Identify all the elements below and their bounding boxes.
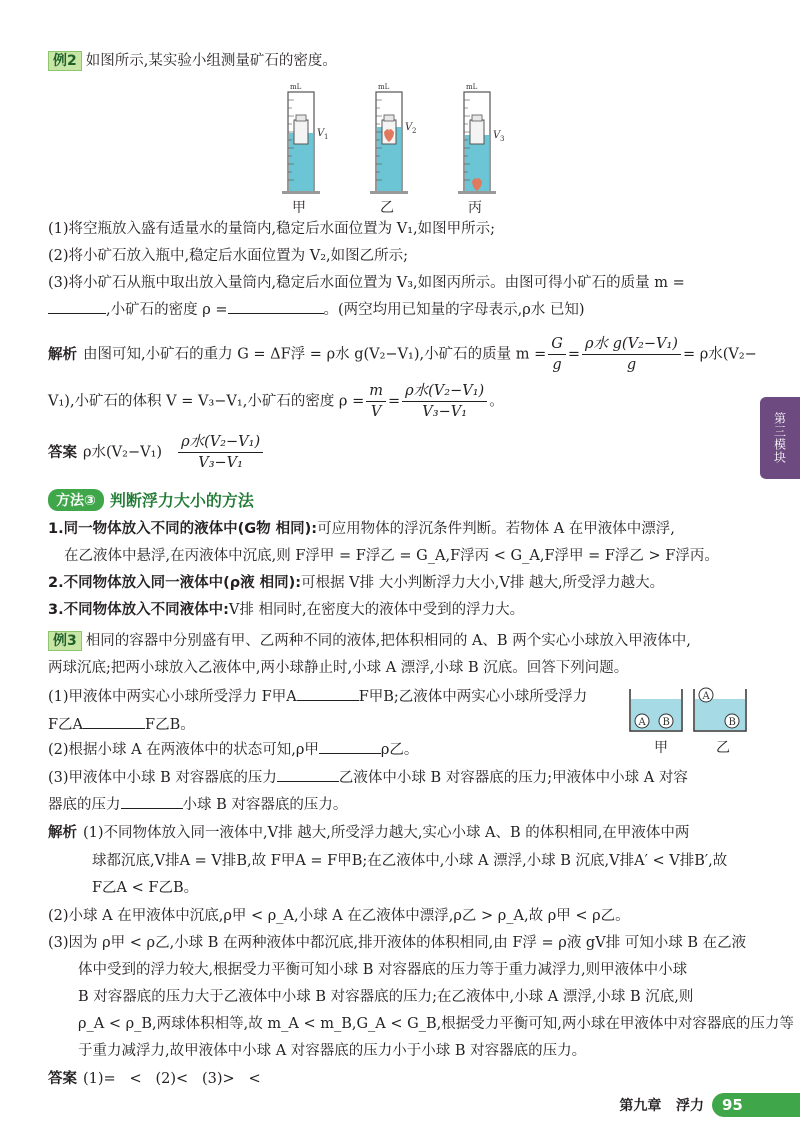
cylinder-jia <box>282 83 328 194</box>
example3-analysis-1b: 球都沉底,V排A = V排B,故 F甲A = F甲B;在乙液体中,小球 A 漂浮,小球 B 沉底,V排A′ < V排B′,故 <box>92 853 728 869</box>
example3-stem2: 两球沉底;把两小球放入乙液体中,两小球静止时,小球 A 漂浮,小球 B 沉底。回答下列问题。 <box>48 660 629 676</box>
fig-label-bing: 丙 <box>468 200 482 216</box>
example3-q2: (2)根据小球 A 在两液体中的状态可知,ρ甲 ρ乙。 <box>48 739 418 761</box>
example2-analysis-2: V₁),小矿石的体积 V = V₃−V₁,小矿石的密度 ρ = $\frac{m}{V}$ = $\frac{\text{ρ水(V₂−V₁)}}{\text{V₃−V₁}}$ 。 <box>48 383 504 420</box>
example3-analysis-3b: 体中受到的浮力较大,根据受力平衡可知小球 B 对容器底的压力等于重力减浮力,则甲液体中小球 <box>78 962 688 978</box>
example3-analysis-2: (2)小球 A 在甲液体中沉底,ρ甲 < ρ_A,小球 A 在乙液体中漂浮,ρ乙 > ρ_A,故 ρ甲 < ρ乙。 <box>48 908 630 924</box>
example3-q3: (3)甲液体中小球 B 对容器底的压力 乙液体中小球 B 对容器底的压力;甲液体中小球 A 对容 <box>48 767 688 789</box>
example3-q3b: 器底的压力 小球 B 对容器底的压力。 <box>48 794 347 816</box>
example3-analysis-1c: F乙A < F乙B。 <box>92 880 199 896</box>
example3-analysis-1: 解析 (1)不同物体放入同一液体中,V排 越大,所受浮力越大,实心小球 A、B 的体积相同,在甲液体中两 <box>48 825 690 841</box>
example3-q1: (1)甲液体中两实心小球所受浮力 F甲A F甲B;乙液体中两实心小球所受浮力 <box>48 686 587 708</box>
svg-text:V: V <box>405 122 413 133</box>
example2-step2: (2)将小矿石放入瓶中,稳定后水面位置为 V₂,如图乙所示; <box>48 248 409 264</box>
example2-analysis-1: 解析 由图可知,小矿石的重力 G = ΔF浮 = ρ水 g(V₂−V₁),小矿石的质量 m = $\frac{G}{g}$ = $\frac{\text{ρ水 g(V₂−V₁)}}{g}$ = ρ水(V₂− <box>48 336 757 373</box>
module-side-tab[interactable]: 第三模块 <box>760 397 800 479</box>
example3-analysis-3c: B 对容器底的压力大于乙液体中小球 B 对容器底的压力;在乙液体中,小球 A 漂浮,小球 B 沉底,则 <box>78 989 694 1005</box>
cylinder-yi <box>370 83 416 194</box>
unit-label: mL <box>290 83 302 91</box>
page-number: 95 <box>712 1093 800 1117</box>
example3-analysis-3: (3)因为 ρ甲 < ρ乙,小球 B 在两种液体中都沉底,排开液体的体积相同,由 F浮 = ρ液 gV排 可知小球 B 在乙液 <box>48 935 747 951</box>
method3-header <box>48 488 254 511</box>
svg-text:A: A <box>638 717 646 728</box>
container-label-jia: 甲 <box>654 740 668 756</box>
chapter-title: 第九章 浮力 <box>619 1098 704 1114</box>
svg-text:3: 3 <box>500 135 505 143</box>
svg-text:1: 1 <box>324 133 329 141</box>
blank-density <box>228 299 324 314</box>
svg-text:mL: mL <box>378 83 390 91</box>
method3-point2: 2.不同物体放入同一液体中(ρ液 相同):可根据 V排 大小判断浮力大小,V排 越大,所受浮力越大。 <box>48 575 665 591</box>
svg-text:2: 2 <box>412 127 417 135</box>
method3-point1b: 在乙液体中悬浮,在丙液体中沉底,则 F浮甲 = F浮乙 = G_A,F浮丙 < G_A,F浮甲 = F浮乙 > F浮丙。 <box>64 548 719 564</box>
svg-text:V: V <box>317 128 325 139</box>
fig-label-yi: 乙 <box>380 200 394 216</box>
cylinder-bing <box>458 83 504 194</box>
svg-text:mL: mL <box>466 83 478 91</box>
example2-stem: 例2 如图所示,某实验小组测量矿石的密度。 <box>48 50 337 72</box>
example2-tag: 例2 <box>48 51 82 71</box>
example3-tag: 例3 <box>48 631 82 651</box>
example2-answer: 答案 ρ水(V₂−V₁) $\frac{\text{ρ水(V₂−V₁)}}{\text{V₃−V₁}}$ <box>48 432 265 473</box>
example2-step3b: ,小矿石的密度 ρ = 。(两空均用已知量的字母表示,ρ水 已知) <box>48 299 585 321</box>
svg-text:A: A <box>702 691 710 702</box>
containers-figure <box>626 685 752 735</box>
example2-step3: (3)将小矿石从瓶中取出放入量筒内,稳定后水面位置为 V₃,如图丙所示。由图可得小矿石的质量 m = <box>48 275 685 291</box>
container-label-yi: 乙 <box>716 740 730 756</box>
example3-answer: 答案 (1)= < (2)< (3)> < <box>48 1071 261 1087</box>
example3-analysis-3e: 于重力减浮力,故甲液体中小球 A 对容器底的压力小于小球 B 对容器底的压力。 <box>78 1043 587 1059</box>
container-jia <box>630 689 682 731</box>
blank-mass <box>48 299 106 314</box>
fig-label-jia: 甲 <box>292 200 306 216</box>
method3-title: 判断浮力大小的方法 <box>109 491 254 510</box>
cylinders-figure <box>270 78 530 196</box>
svg-text:B: B <box>728 717 736 728</box>
method3-point3: 3.不同物体放入不同液体中:V排 相同时,在密度大的液体中受到的浮力大。 <box>48 602 525 618</box>
example3-q1b: F乙A F乙B。 <box>48 714 195 736</box>
example2-step1: (1)将空瓶放入盛有适量水的量筒内,稳定后水面位置为 V₁,如图甲所示; <box>48 221 496 237</box>
container-yi <box>694 688 746 731</box>
method3-point1: 1.同一物体放入不同的液体中(G物 相同):可应用物体的浮沉条件判断。若物体 A 在甲液体中漂浮, <box>48 521 675 537</box>
svg-text:V: V <box>493 130 501 141</box>
method3-pill: 方法③ <box>48 489 104 511</box>
example3-analysis-3d: ρ_A < ρ_B,两球体积相等,故 m_A < m_B,G_A < G_B,根据受力平衡可知,两小球在甲液体中对容器底的压力等 <box>78 1016 794 1032</box>
svg-text:B: B <box>662 717 670 728</box>
example3-stem1: 例3 相同的容器中分别盛有甲、乙两种不同的液体,把体积相同的 A、B 两个实心小球放入甲液体中, <box>48 630 691 652</box>
page-footer <box>619 1093 800 1117</box>
